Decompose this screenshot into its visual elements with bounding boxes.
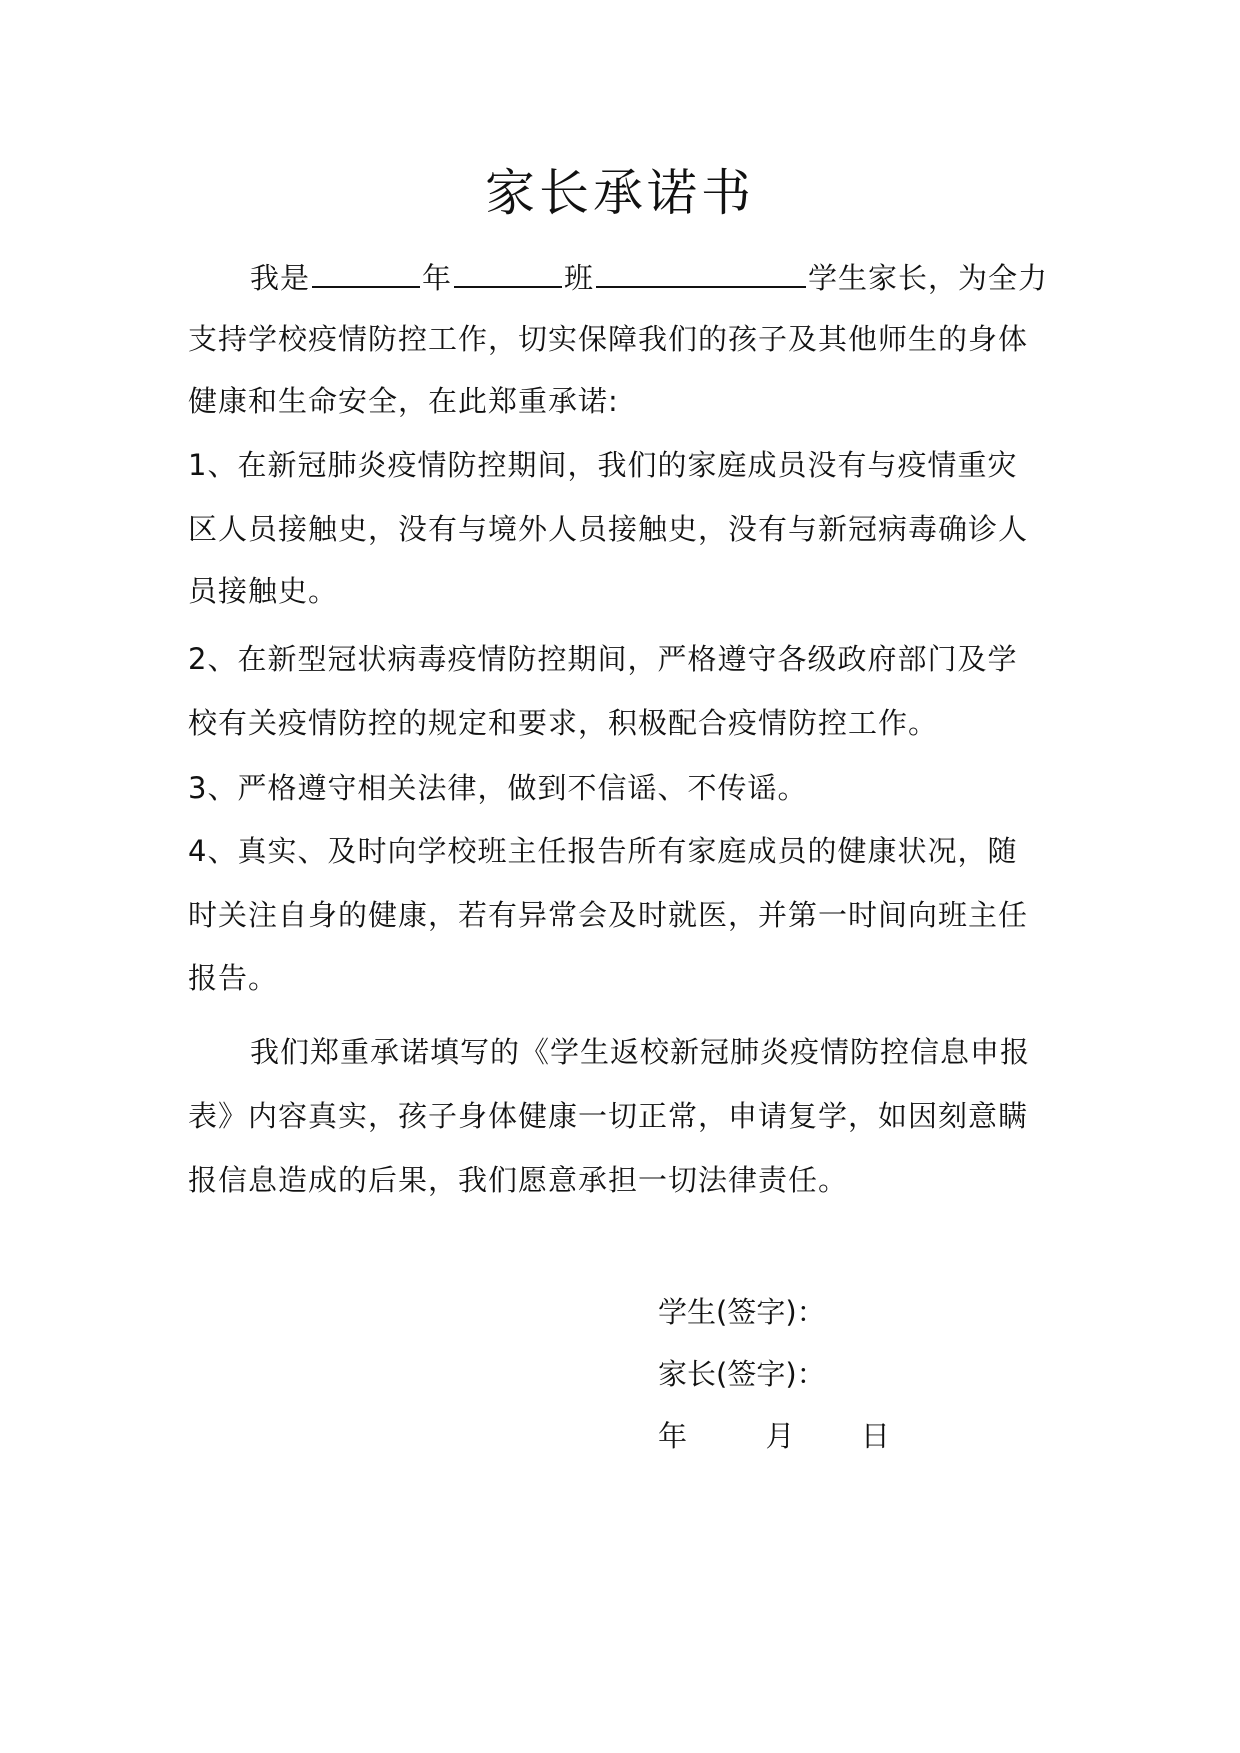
item2-line-1: 2、在新型冠状病毒疫情防控期间，严格遵守各级政府部门及学 [188, 642, 1018, 676]
item4-line-2: 时关注自身的健康，若有异常会及时就医，并第一时间向班主任 [188, 898, 1029, 932]
date-year-label: 年 [658, 1419, 688, 1453]
closing-line-1: 我们郑重承诺填写的《学生返校新冠肺炎疫情防控信息申报 [250, 1035, 1031, 1069]
item4-line-3: 报告。 [188, 961, 279, 995]
date-day-label: 日 [860, 1419, 890, 1453]
intro-prefix: 我是 [250, 261, 311, 295]
item1-line-3: 员接触史。 [188, 574, 339, 608]
item1-line-1: 1、在新冠肺炎疫情防控期间，我们的家庭成员没有与疫情重灾 [188, 448, 1018, 482]
intro-year-label: 年 [422, 261, 453, 295]
intro-line-3: 健康和生命安全，在此郑重承诺: [188, 384, 619, 418]
intro-line-2: 支持学校疫情防控工作，切实保障我们的孩子及其他师生的身体 [188, 322, 1029, 356]
date-month-label: 月 [765, 1419, 795, 1453]
closing-line-2: 表》内容真实，孩子身体健康一切正常，申请复学，如因刻意瞒 [188, 1099, 1029, 1133]
document-title: 家长承诺书 [485, 164, 755, 222]
intro-tail: 学生家长，为全力 [808, 261, 1049, 295]
item4-line-1: 4、真实、及时向学校班主任报告所有家庭成员的健康状况，随 [188, 834, 1018, 868]
student-signature-label: 学生(签字)： [658, 1295, 826, 1329]
item1-line-2: 区人员接触史，没有与境外人员接触史，没有与新冠病毒确诊人 [188, 512, 1029, 546]
parent-signature-label: 家长(签字)： [658, 1357, 826, 1391]
intro-class-label: 班 [564, 261, 595, 295]
signature-date [658, 1411, 890, 1461]
grade-blank[interactable] [312, 252, 420, 288]
item3-line-1: 3、严格遵守相关法律，做到不信谣、不传谣。 [188, 771, 808, 805]
closing-line-3: 报信息造成的后果，我们愿意承担一切法律责任。 [188, 1163, 849, 1197]
item2-line-2: 校有关疫情防控的规定和要求，积极配合疫情防控工作。 [188, 706, 939, 740]
student-name-blank[interactable] [596, 252, 806, 288]
class-blank[interactable] [454, 252, 562, 288]
intro-line-1 [188, 252, 1068, 303]
